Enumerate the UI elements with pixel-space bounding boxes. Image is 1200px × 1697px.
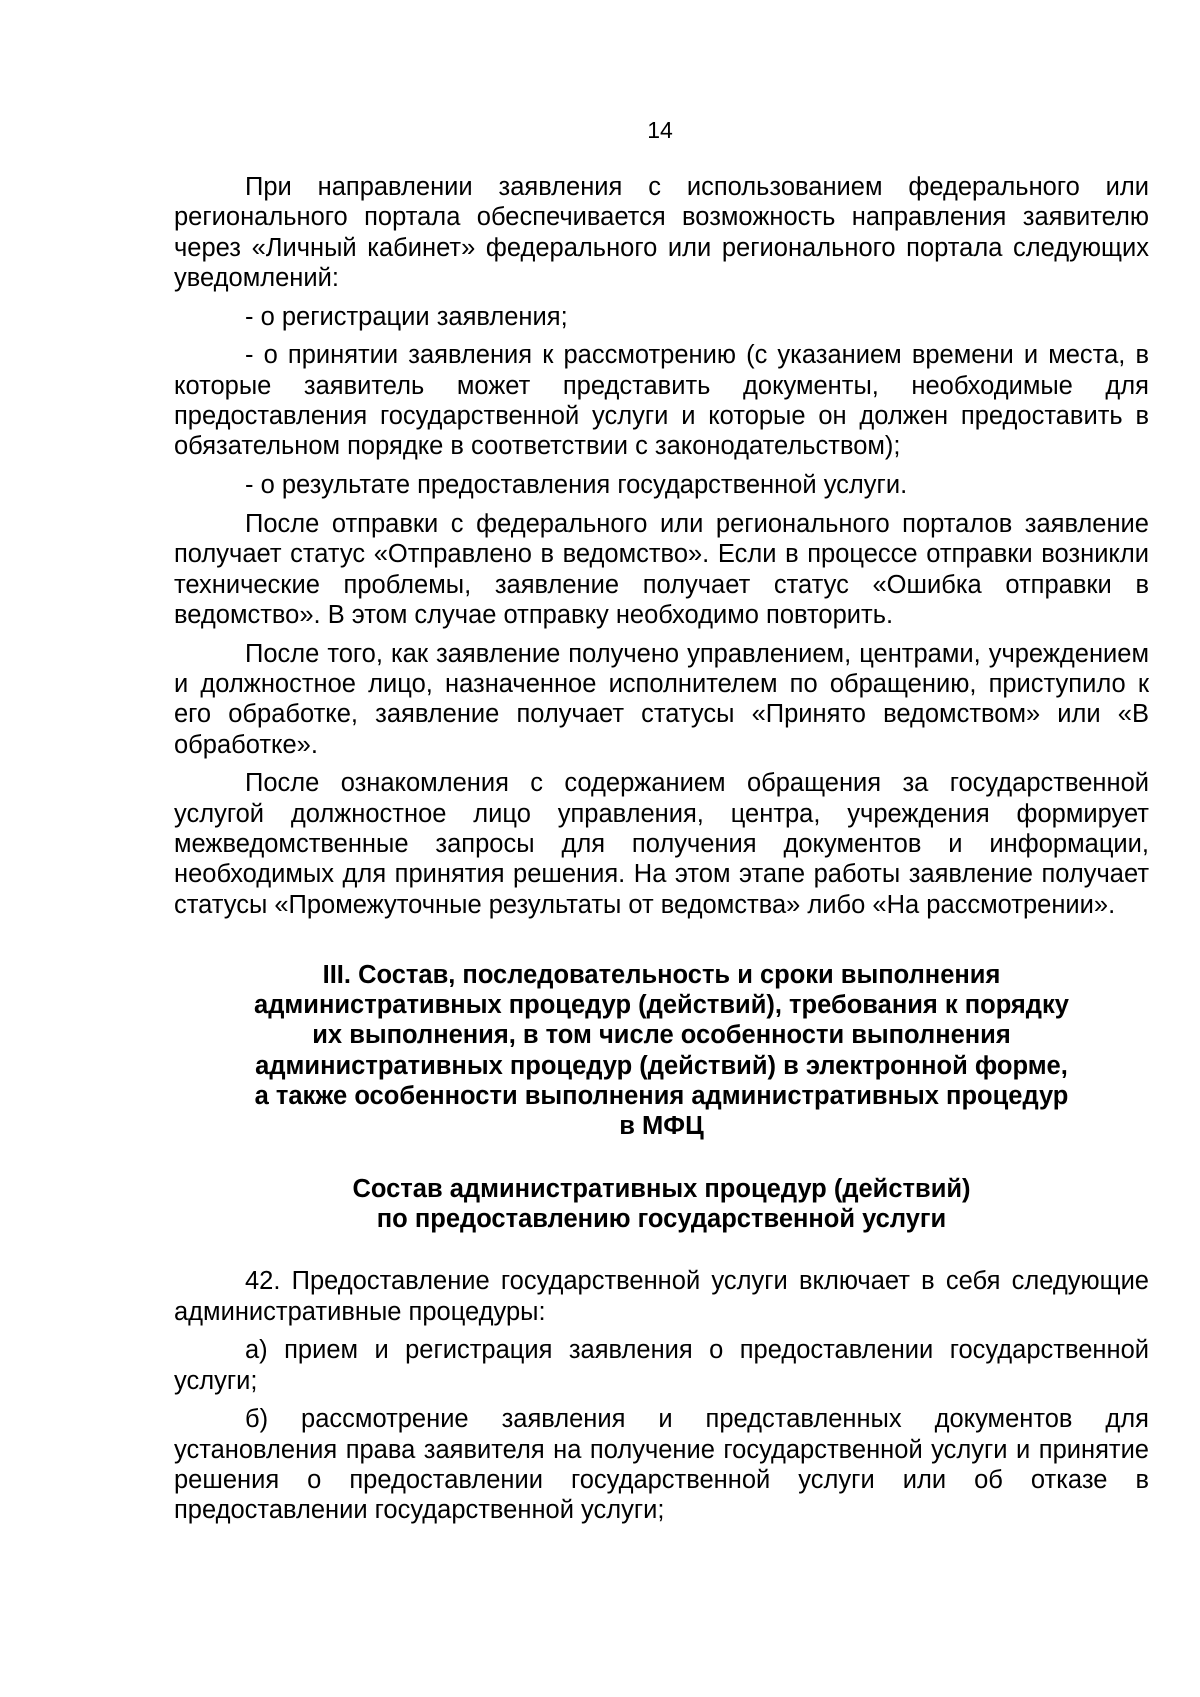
section-heading (174, 960, 1149, 1142)
section-heading-line: III. Состав, последовательность и сроки выполнения (322, 960, 1001, 989)
section-heading-line: административных процедур (действий), требования к порядку (254, 991, 1069, 1020)
list-item-b: б) рассмотрение заявления и представленных документов для установления права заявителя на получение государственной услуги и принятие решения о предоставлении государственной услуги или об отказе в предоставлении государственной услуги; (174, 1405, 1149, 1525)
subsection-heading-line: по предоставлению государственной услуги (376, 1204, 947, 1233)
paragraph-42: 42. Предоставление государственной услуги включает в себя следующие административные процедуры: (174, 1267, 1149, 1326)
paragraph-review-status: После ознакомления с содержанием обращения за государственной услугой должностное лицо управления, центра, учреждения формирует межведомственные запросы для получения документов и информации, необходимых для принятия решения. На этом этапе работы заявление получает статусы «Промежуточные результаты от ведомства» либо «На рассмотрении». (174, 769, 1149, 919)
list-item-a: а) прием и регистрация заявления о предоставлении государственной услуги; (174, 1336, 1149, 1395)
paragraph-notifications-intro: При направлении заявления с использованием федерального или регионального портала обеспечивается возможность направления заявителю через «Личный кабинет» федерального или регионального портала следующих уведомлений: (174, 173, 1149, 292)
document-body (174, 172, 1149, 1534)
list-item-result: - о результате предоставления государственной услуги. (245, 471, 908, 500)
section-heading-line: административных процедур (действий) в электронной форме, (255, 1051, 1068, 1080)
list-item-registration: - о регистрации заявления; (245, 302, 568, 331)
paragraph-processing-status: После того, как заявление получено управлением, центрами, учреждением и должностное лицо, назначенное исполнителем по обращению, приступило к его обработке, заявление получает статусы «Принято ведомством» или «В обработке». (174, 639, 1149, 759)
section-heading-line: а также особенности выполнения административных процедур (254, 1082, 1069, 1111)
page-number: 14 (647, 117, 673, 143)
subsection-heading (174, 1174, 1149, 1235)
subsection-heading-line: Состав административных процедур (действий) (352, 1174, 971, 1203)
section-heading-line: в МФЦ (619, 1112, 704, 1141)
list-item-acceptance: - о принятии заявления к рассмотрению (с указанием времени и места, в которые заявитель может представить документы, необходимые для предоставления государственной услуги и которые он должен предоставить в обязательном порядке в соответствии с законодательством); (174, 341, 1149, 461)
paragraph-sending-status: После отправки с федерального или регионального порталов заявление получает статус «Отправлено в ведомство». Если в процессе отправки возникли технические проблемы, заявление получает статус «Ошибка отправки в ведомство». В этом случае отправку необходимо повторить. (174, 509, 1149, 629)
section-heading-line: их выполнения, в том числе особенности выполнения (312, 1021, 1011, 1050)
